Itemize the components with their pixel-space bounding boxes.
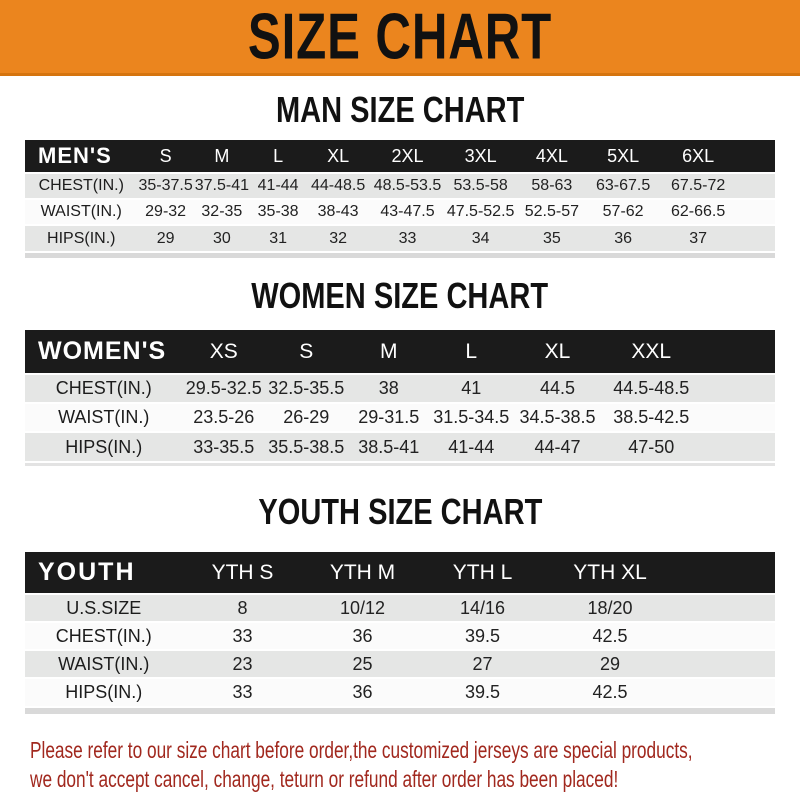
- size-cell: 42.5: [592, 625, 628, 646]
- man-size-chart-section: [0, 76, 800, 258]
- size-cell: 35.5-38.5: [268, 436, 345, 457]
- row-label: HIPS(IN.): [65, 436, 143, 457]
- column-header: S: [265, 330, 348, 374]
- row-label: WAIST(IN.): [58, 407, 150, 427]
- size-cell: 67.5-72: [670, 177, 726, 194]
- filler-cell: [678, 552, 776, 594]
- size-cell: 33: [232, 682, 253, 702]
- size-cell: 43-47.5: [380, 203, 435, 220]
- men-table-label: MEN'S: [25, 140, 138, 173]
- size-cell: 63-67.5: [595, 177, 651, 194]
- filler-cell: [678, 678, 776, 706]
- size-cell: 36: [614, 229, 633, 247]
- size-cell: 35-37.5: [138, 177, 193, 194]
- table-row: [25, 225, 775, 251]
- size-cell: 36: [352, 682, 373, 702]
- size-cell: 29-31.5: [358, 407, 420, 427]
- filler-cell: [678, 650, 776, 678]
- youth-size-table: [25, 552, 775, 706]
- filler-cell: [700, 374, 775, 403]
- size-cell: 29-32: [145, 203, 187, 220]
- column-header: 2XL: [370, 140, 445, 173]
- filler-cell: [678, 622, 776, 650]
- column-header: 5XL: [588, 140, 659, 173]
- column-header: S: [138, 140, 194, 173]
- column-header: XS: [183, 330, 266, 374]
- row-label: WAIST(IN.): [58, 653, 150, 674]
- men-header-row: [25, 140, 775, 173]
- size-cell: 10/12: [339, 597, 386, 618]
- size-cell: 47-50: [628, 436, 675, 457]
- size-cell: 25: [352, 653, 373, 674]
- column-header: 3XL: [445, 140, 516, 173]
- women-header-row: [25, 330, 775, 374]
- size-cell: 44.5-48.5: [613, 378, 690, 398]
- column-header: XL: [306, 140, 370, 173]
- size-cell: 8: [237, 597, 248, 618]
- size-cell: 23: [232, 653, 253, 674]
- table-row: [25, 678, 775, 706]
- column-header: L: [250, 140, 306, 173]
- size-cell: 32.5-35.5: [268, 378, 345, 398]
- row-label: HIPS(IN.): [65, 682, 143, 702]
- table-row: [25, 403, 775, 432]
- table-row: [25, 173, 775, 199]
- filler-cell: [738, 173, 776, 199]
- size-cell: 48.5-53.5: [373, 177, 442, 194]
- youth-header-row: [25, 552, 775, 594]
- women-size-table: [25, 330, 775, 461]
- size-cell: 33: [398, 229, 417, 247]
- size-cell: 29.5-32.5: [185, 378, 262, 398]
- size-cell: 27: [472, 653, 493, 674]
- column-header: YTH L: [423, 552, 543, 594]
- size-cell: 42.5: [592, 682, 628, 702]
- size-cell: 36: [352, 625, 373, 646]
- size-cell: 38: [378, 378, 399, 398]
- size-cell: 33: [232, 625, 253, 646]
- youth-chart-title: [0, 466, 800, 552]
- table-row: [25, 622, 775, 650]
- size-cell: 35-38: [257, 203, 299, 220]
- size-cell: 41: [461, 378, 482, 398]
- column-header: 6XL: [659, 140, 738, 173]
- row-label: CHEST(IN.): [55, 378, 152, 398]
- size-cell: 18/20: [587, 597, 633, 618]
- youth-chart-title-text: YOUTH SIZE CHART: [258, 491, 542, 532]
- disclaimer: [0, 736, 800, 794]
- women-chart-title-text: WOMEN SIZE CHART: [251, 275, 549, 316]
- filler-cell: [700, 330, 775, 374]
- table-row: [25, 374, 775, 403]
- filler-cell: [738, 225, 776, 251]
- filler-cell: [700, 432, 775, 461]
- column-header: YTH M: [303, 552, 423, 594]
- size-cell: 23.5-26: [193, 407, 255, 427]
- size-cell: 38.5-42.5: [613, 407, 690, 427]
- column-header: M: [194, 140, 250, 173]
- row-label: HIPS(IN.): [47, 229, 116, 247]
- size-cell: 34: [471, 229, 490, 247]
- size-cell: 29: [599, 653, 621, 674]
- row-label: WAIST(IN.): [40, 203, 122, 220]
- youth-table-bottom-strip: [25, 708, 775, 714]
- size-cell: 30: [212, 229, 231, 247]
- man-chart-title: [0, 76, 800, 140]
- women-chart-title: [0, 258, 800, 330]
- men-size-table: [25, 140, 775, 251]
- youth-table-label: YOUTH: [25, 552, 183, 594]
- size-cell: 39.5: [464, 682, 501, 702]
- size-cell: 44-48.5: [310, 177, 366, 194]
- table-row: [25, 432, 775, 461]
- size-cell: 29: [156, 229, 175, 247]
- size-cell: 62-66.5: [670, 203, 726, 220]
- man-chart-title-text: MAN SIZE CHART: [275, 89, 525, 130]
- row-label: CHEST(IN.): [55, 625, 152, 646]
- filler-cell: [738, 140, 776, 173]
- size-cell: 37.5-41: [194, 177, 249, 194]
- row-label: U.S.SIZE: [66, 597, 142, 618]
- size-cell: 34.5-38.5: [519, 407, 596, 427]
- size-cell: 44.5: [539, 378, 576, 398]
- size-cell: 32-35: [201, 203, 243, 220]
- size-cell: 39.5: [464, 625, 501, 646]
- row-label: CHEST(IN.): [38, 177, 124, 194]
- size-cell: 33-35.5: [193, 436, 255, 457]
- column-header: XL: [513, 330, 603, 374]
- column-header: XXL: [603, 330, 701, 374]
- column-header: YTH S: [183, 552, 303, 594]
- women-size-chart-section: [0, 258, 800, 466]
- youth-size-chart-section: [0, 466, 800, 714]
- size-cell: 41-44: [448, 436, 495, 457]
- size-cell: 38.5-41: [358, 436, 420, 457]
- size-cell: 26-29: [283, 407, 330, 427]
- filler-cell: [738, 199, 776, 225]
- size-cell: 14/16: [459, 597, 506, 618]
- size-cell: 52.5-57: [524, 203, 579, 220]
- size-cell: 58-63: [531, 177, 573, 194]
- women-table-label: WOMEN'S: [25, 330, 183, 374]
- size-cell: 37: [689, 229, 708, 247]
- table-row: [25, 199, 775, 225]
- size-cell: 57-62: [602, 203, 644, 220]
- size-cell: 47.5-52.5: [446, 203, 515, 220]
- disclaimer-line-2: we don't accept cancel, change, teturn or refund after order has been placed!: [30, 766, 619, 792]
- size-cell: 31: [269, 229, 288, 247]
- size-cell: 44-47: [534, 436, 581, 457]
- disclaimer-line-1: Please refer to our size chart before order,the customized jerseys are special products,: [30, 737, 693, 763]
- table-row: [25, 650, 775, 678]
- filler-cell: [700, 403, 775, 432]
- column-header: YTH XL: [543, 552, 678, 594]
- size-cell: 35: [542, 229, 561, 247]
- size-chart-banner: [0, 0, 800, 76]
- size-cell: 53.5-58: [453, 177, 508, 194]
- column-header: L: [430, 330, 513, 374]
- column-header: M: [348, 330, 431, 374]
- column-header: 4XL: [516, 140, 587, 173]
- size-cell: 38-43: [317, 203, 359, 220]
- banner-title: SIZE CHART: [247, 0, 553, 73]
- size-cell: 41-44: [257, 177, 299, 194]
- size-cell: 31.5-34.5: [433, 407, 510, 427]
- size-cell: 32: [329, 229, 348, 247]
- table-row: [25, 594, 775, 622]
- filler-cell: [678, 594, 776, 622]
